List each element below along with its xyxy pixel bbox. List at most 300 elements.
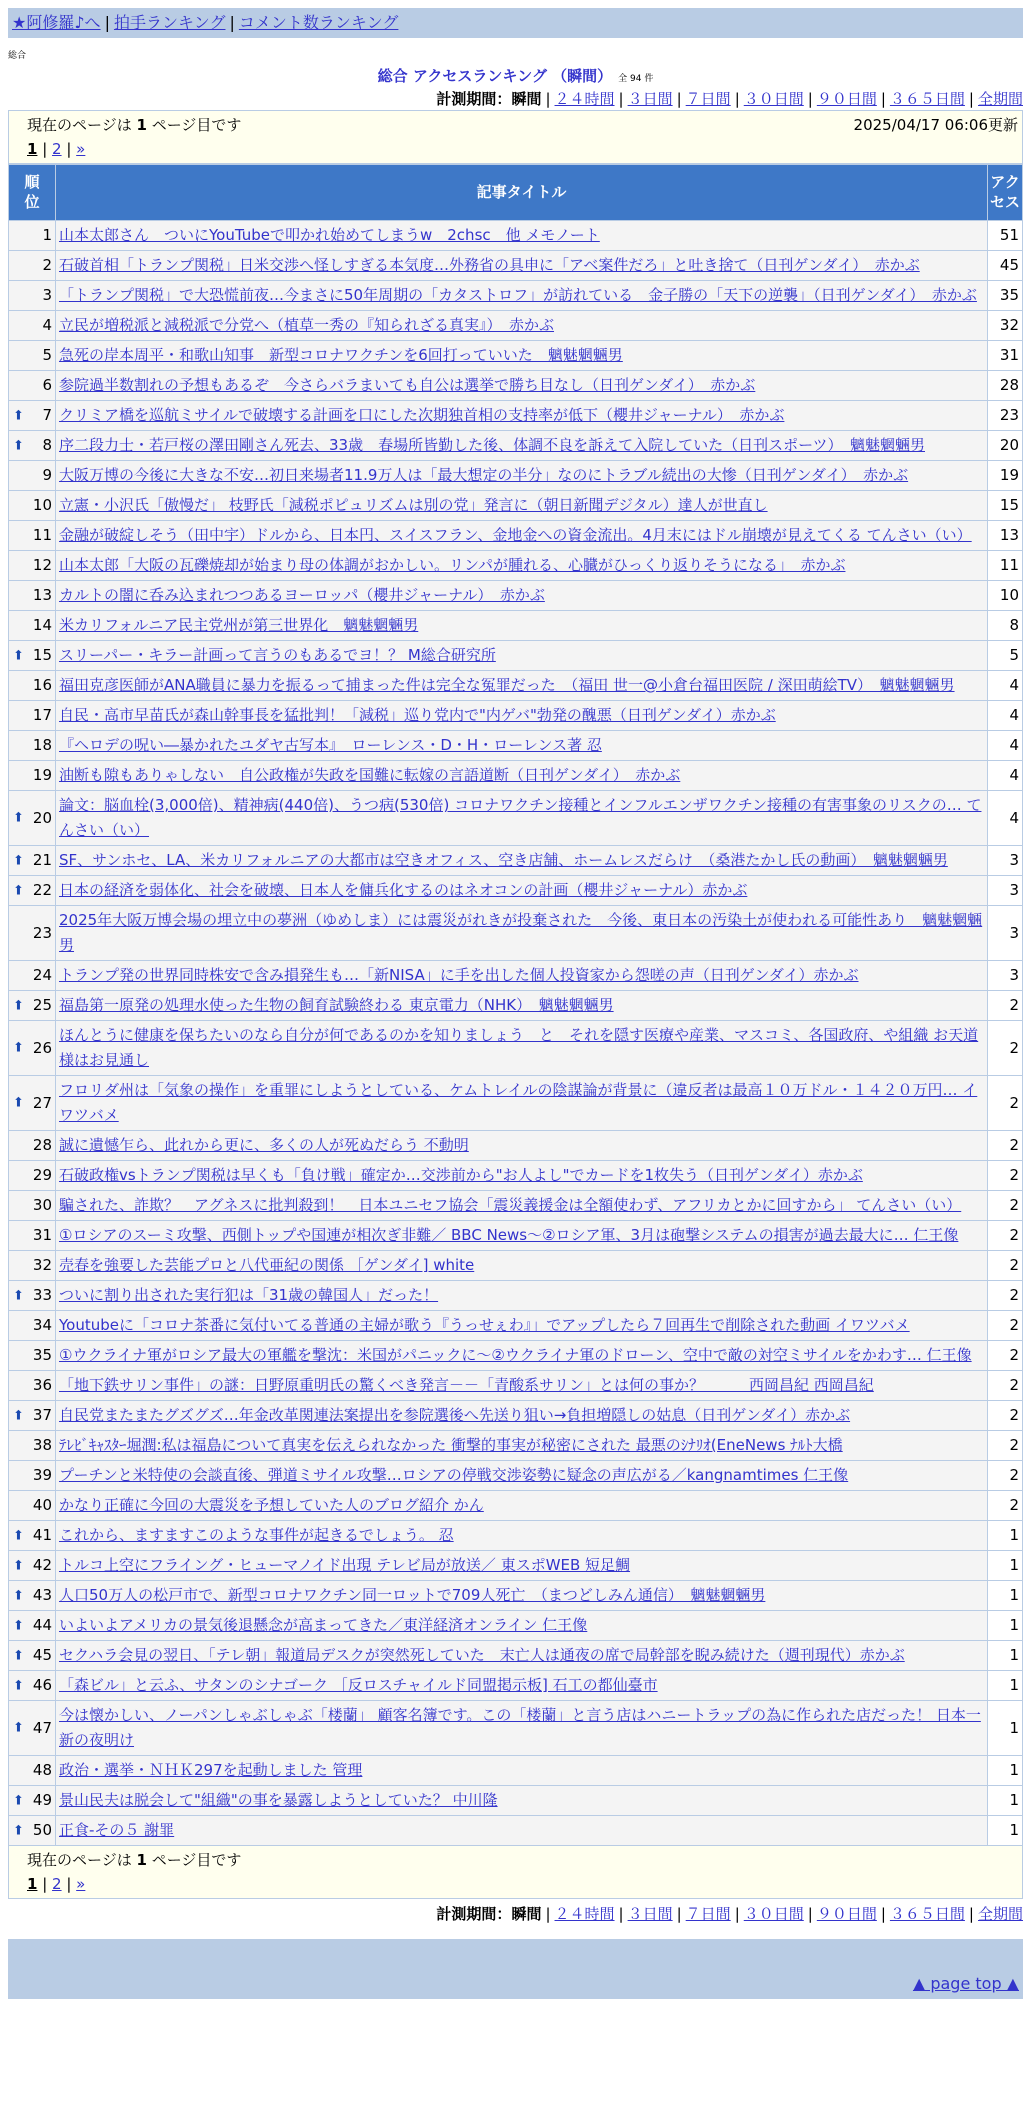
rank-cell	[9, 311, 56, 341]
rank-number: 29	[32, 1166, 52, 1184]
title-cell	[56, 611, 988, 641]
access-count: 4	[988, 671, 1023, 701]
rank-number: 31	[32, 1226, 52, 1244]
table-row	[9, 1131, 1023, 1161]
article-link[interactable]: ①ロシアのスーミ攻撃、西側トップや国連が相次ぎ非難／ BBC News〜②ロシア軍、3月は砲撃システムの損害が過去最大に… 仁王像	[59, 1226, 959, 1244]
title-cell	[56, 1641, 988, 1671]
article-link[interactable]: 正食-その５ 謝罪	[59, 1821, 175, 1839]
period-link-5[interactable]: ３６５日間	[889, 90, 965, 108]
table-header-row	[9, 165, 1023, 221]
title-cell	[56, 1311, 988, 1341]
period-selector-bottom	[8, 1903, 1023, 1925]
article-link[interactable]: かなり正確に今回の大震災を予想していた人のブログ紹介 かん	[59, 1496, 484, 1514]
access-count: 31	[988, 341, 1023, 371]
genre-label: 総合	[8, 51, 27, 61]
table-row	[9, 761, 1023, 791]
access-count: 1	[988, 1521, 1023, 1551]
table-row	[9, 491, 1023, 521]
rank-cell	[9, 1431, 56, 1461]
rank-cell	[9, 906, 56, 961]
rank-cell	[9, 1251, 56, 1281]
period-link-2[interactable]: ７日間	[685, 90, 731, 108]
rank-cell	[9, 961, 56, 991]
title-cell	[56, 1341, 988, 1371]
total-count: 全 94 件	[618, 74, 654, 84]
access-count: 2	[988, 1341, 1023, 1371]
title-cell	[56, 311, 988, 341]
pager-separator: |	[37, 140, 53, 158]
rank-cell	[9, 1131, 56, 1161]
article-link[interactable]: スリーパー・キラー計画って言うのもあるでヨ！？ M総合研究所	[59, 646, 496, 664]
article-link[interactable]: 山本太郎「大阪の瓦礫焼却が始まり母の体調がおかしい。リンパが腫れる、心臓がひっくり返りそうになる」 赤かぶ	[59, 556, 846, 574]
article-link[interactable]: 立民が増税派と減税派で分党へ（植草一秀の『知られざる真実』） 赤かぶ	[59, 316, 555, 334]
table-row	[9, 431, 1023, 461]
access-count: 13	[988, 521, 1023, 551]
period-link-5[interactable]: ３６５日間	[889, 1905, 965, 1923]
page-link-2[interactable]: 2	[52, 1875, 62, 1893]
access-count: 11	[988, 551, 1023, 581]
page-link-current[interactable]: 1	[27, 140, 38, 158]
rank-number: 43	[32, 1586, 52, 1604]
article-link[interactable]: 「トランプ関税」で大恐慌前夜…今まさに50年周期の「カタストロフ」が訪れている 金子勝の「天下の逆襲」（日刊ゲンダイ） 赤かぶ	[59, 286, 977, 304]
rank-number: 20	[32, 808, 52, 827]
article-link[interactable]: 誠に遺憾乍ら、此れから更に、多くの人が死ぬだらう 不動明	[59, 1136, 469, 1154]
article-link[interactable]: 日本の経済を弱体化、社会を破壊、日本人を傭兵化するのはネオコンの計画（櫻井ジャーナル）赤かぶ	[59, 881, 748, 899]
access-count: 28	[988, 371, 1023, 401]
article-link[interactable]: 大阪万博の今後に大きな不安…初日来場者11.9万人は「最大想定の半分」なのにトラブル続出の大惨（日刊ゲンダイ） 赤かぶ	[59, 466, 909, 484]
table-row	[9, 961, 1023, 991]
article-link[interactable]: 騙された、詐欺？ アグネスに批判殺到！ 日本ユニセフ協会「震災義援金は全額使わず、アフリカとかに回すから」 てんさい（い）	[59, 1196, 962, 1214]
period-link-3[interactable]: ３０日間	[743, 1905, 804, 1923]
rank-number: 42	[32, 1556, 52, 1574]
access-count: 2	[988, 1281, 1023, 1311]
arrow-up-icon: ⬆	[13, 1588, 24, 1603]
access-count: 2	[988, 1431, 1023, 1461]
access-count: 1	[988, 1701, 1023, 1756]
page-link-2[interactable]: 2	[52, 140, 62, 158]
access-count: 32	[988, 311, 1023, 341]
rank-cell	[9, 611, 56, 641]
table-row	[9, 1251, 1023, 1281]
rank-number: 46	[32, 1676, 52, 1694]
table-row	[9, 311, 1023, 341]
rank-cell	[9, 1191, 56, 1221]
article-link[interactable]: フロリダ州は「気象の操作」を重罪にしようとしている、ケムトレイルの陰謀論が背景に（違反者は最高１０万ドル・１４２０万円… イワツバメ	[59, 1081, 978, 1124]
access-count: 4	[988, 791, 1023, 846]
title-cell	[56, 1401, 988, 1431]
access-count: 1	[988, 1671, 1023, 1701]
table-row	[9, 1341, 1023, 1371]
article-link[interactable]: いよいよアメリカの景気後退懸念が高まってきた／東洋経済オンライン 仁王像	[59, 1616, 588, 1634]
rank-cell	[9, 1611, 56, 1641]
table-row	[9, 1076, 1023, 1131]
page-info-box	[8, 110, 1023, 164]
period-current: 瞬間	[511, 90, 542, 108]
footer-bar	[8, 1939, 1023, 1999]
title-cell	[56, 491, 988, 521]
article-link[interactable]: これから、ますますこのような事件が起きるでしょう。 忍	[59, 1526, 454, 1544]
title-cell	[56, 1461, 988, 1491]
arrow-up-icon: ⬆	[13, 1720, 24, 1736]
access-count: 1	[988, 1816, 1023, 1846]
article-link[interactable]: 自民・高市早苗氏が森山幹事長を猛批判！「減税」巡り党内で"内ゲバ"勃発の醜悪（日刊ゲンダイ）赤かぶ	[59, 706, 776, 724]
period-link-6[interactable]: 全期間	[977, 90, 1023, 108]
rank-number: 41	[32, 1526, 52, 1544]
arrow-up-icon: ⬆	[13, 1095, 24, 1111]
title-cell	[56, 961, 988, 991]
title-cell	[56, 281, 988, 311]
title-cell	[56, 731, 988, 761]
title-cell	[56, 1371, 988, 1401]
rank-number: 34	[32, 1316, 52, 1334]
arrow-up-icon: ⬆	[13, 1823, 24, 1838]
table-row	[9, 991, 1023, 1021]
access-count: 3	[988, 906, 1023, 961]
article-link[interactable]: SF、サンホセ、LA、米カリフォルニアの大都市は空きオフィス、空き店舗、ホームレスだらけ （桑港たかし氏の動画） 魑魅魍魎男	[59, 851, 948, 869]
pager-separator: |	[61, 1875, 77, 1893]
rank-cell	[9, 371, 56, 401]
article-link[interactable]: ①ウクライナ軍がロシア最大の軍艦を撃沈：米国がパニックに〜②ウクライナ軍のドローン、空中で敵の対空ミサイルをかわす… 仁王像	[59, 1346, 972, 1364]
rank-number: 19	[32, 766, 52, 784]
rank-number: 39	[32, 1466, 52, 1484]
title-cell	[56, 791, 988, 846]
access-count: 4	[988, 731, 1023, 761]
period-separator: |	[807, 90, 813, 108]
title-cell	[56, 521, 988, 551]
rank-number: 49	[32, 1791, 52, 1809]
rank-number: 22	[32, 881, 52, 899]
period-link-4[interactable]: ９０日間	[816, 90, 877, 108]
table-row	[9, 791, 1023, 846]
rank-cell	[9, 1341, 56, 1371]
access-count: 2	[988, 1251, 1023, 1281]
title-cell	[56, 551, 988, 581]
access-count: 45	[988, 251, 1023, 281]
pagination	[27, 137, 1018, 161]
title-cell	[56, 221, 988, 251]
rank-cell	[9, 521, 56, 551]
article-link[interactable]: 「地下鉄サリン事件」の謎：日野原重明氏の驚くべき発言－－「青酸系サリン」とは何の事か？ 西岡昌紀 西岡昌紀	[59, 1376, 874, 1394]
table-row	[9, 1581, 1023, 1611]
rank-cell	[9, 846, 56, 876]
period-label: 計測期間：	[436, 90, 512, 108]
rank-number: 8	[42, 436, 52, 454]
access-count: 19	[988, 461, 1023, 491]
table-row	[9, 1701, 1023, 1756]
table-row	[9, 1281, 1023, 1311]
page-link-current[interactable]: 1	[27, 1875, 38, 1893]
rank-number: 10	[32, 496, 52, 514]
page-link-»[interactable]: »	[76, 140, 86, 158]
access-count: 15	[988, 491, 1023, 521]
rank-number: 17	[32, 706, 52, 724]
rank-number: 40	[32, 1496, 52, 1514]
period-separator: |	[968, 90, 974, 108]
access-count: 2	[988, 1491, 1023, 1521]
title-cell	[56, 431, 988, 461]
table-row	[9, 521, 1023, 551]
access-count: 51	[988, 221, 1023, 251]
arrow-up-icon: ⬆	[13, 1678, 24, 1693]
table-row	[9, 371, 1023, 401]
article-link[interactable]: 売春を強要した芸能プロと八代亜紀の関係 ［ゲンダイ] white	[59, 1256, 475, 1274]
rank-cell	[9, 1551, 56, 1581]
article-link[interactable]: 序二段力士・若戸桜の澤田剛さん死去、33歳 春場所皆勤した後、体調不良を訴えて入院していた（日刊スポーツ） 魑魅魍魎男	[59, 436, 925, 454]
rank-cell	[9, 281, 56, 311]
access-count: 35	[988, 281, 1023, 311]
nav-separator: |	[229, 13, 235, 32]
table-row	[9, 1461, 1023, 1491]
title-cell	[56, 761, 988, 791]
pager-separator: |	[37, 1875, 53, 1893]
title-cell	[56, 1671, 988, 1701]
rank-number: 47	[32, 1718, 52, 1737]
access-count: 1	[988, 1581, 1023, 1611]
article-link[interactable]: トルコ上空にフライング・ヒューマノイド出現 テレビ局が放送／ 東スポWEB 短足鯛	[59, 1556, 631, 1574]
article-link[interactable]: 油断も隙もありゃしない 自公政権が失政を国難に転嫁の言語道断（日刊ゲンダイ） 赤かぶ	[59, 766, 681, 784]
clap-ranking-link[interactable]: 拍手ランキング	[113, 13, 226, 32]
title-cell	[56, 1431, 988, 1461]
article-link[interactable]: ついに割り出された実行犯は「31歳の韓国人」だった！	[59, 1286, 439, 1304]
table-row	[9, 401, 1023, 431]
table-row	[9, 1641, 1023, 1671]
arrow-up-icon: ⬆	[13, 1558, 24, 1573]
rank-cell	[9, 1021, 56, 1076]
rank-cell	[9, 461, 56, 491]
period-separator: |	[880, 1905, 886, 1923]
article-link[interactable]: Youtubeに「コロナ茶番に気付いてる普通の主婦が歌う『うっせぇわ』」でアップしたら７回再生で削除された動画 イワツバメ	[59, 1316, 910, 1334]
access-count: 1	[988, 1611, 1023, 1641]
article-link[interactable]: 「森ビル」と云ふ、サタンのシナゴーク ［反ロスチャイルド同盟掲示板] 石工の都仙臺市	[59, 1676, 658, 1694]
article-link[interactable]: 自民党またまたグズグズ…年金改革関連法案提出を参院選後へ先送り狙い→負担増隠しの姑息（日刊ゲンダイ）赤かぶ	[59, 1406, 851, 1424]
article-link[interactable]: 景山民夫は脱会して"組織"の事を暴露しようとしていた？ 中川隆	[59, 1791, 498, 1809]
title-cell	[56, 671, 988, 701]
period-link-4[interactable]: ９０日間	[816, 1905, 877, 1923]
article-link[interactable]: 論文：脳血栓(3,000倍)、精神病(440倍)、うつ病(530倍) コロナワクチン接種とインフルエンザワクチン接種の有害事象のリスクの… てんさい（い）	[59, 796, 982, 839]
top-nav-bar	[8, 8, 1023, 38]
access-count: 2	[988, 1461, 1023, 1491]
access-count: 2	[988, 1371, 1023, 1401]
article-link[interactable]: 石破首相「トランプ関税」日米交渉へ怪しすぎる本気度…外務省の具申に「アベ案件だろ」と吐き捨て（日刊ゲンダイ） 赤かぶ	[59, 256, 920, 274]
page-info-box-bottom	[8, 1846, 1023, 1899]
rank-cell	[9, 641, 56, 671]
title-cell	[56, 1551, 988, 1581]
title-cell	[56, 1611, 988, 1641]
table-row	[9, 671, 1023, 701]
title-cell	[56, 641, 988, 671]
access-count: 2	[988, 1311, 1023, 1341]
table-row	[9, 1191, 1023, 1221]
title-cell	[56, 701, 988, 731]
rank-number: 27	[32, 1093, 52, 1112]
period-current: 瞬間	[511, 1905, 542, 1923]
pager-separator: |	[61, 140, 77, 158]
arrow-up-icon: ⬆	[13, 1040, 24, 1056]
arrow-up-icon: ⬆	[13, 648, 24, 663]
article-link[interactable]: クリミア橋を巡航ミサイルで破壊する計画を口にした次期独首相の支持率が低下（櫻井ジャーナル） 赤かぶ	[59, 406, 785, 424]
rank-number: 36	[32, 1376, 52, 1394]
period-link-6[interactable]: 全期間	[977, 1905, 1023, 1923]
article-link[interactable]: トランプ発の世界同時株安で含み損発生も…「新NISA」に手を出した個人投資家から怨嗟の声（日刊ゲンダイ）赤かぶ	[59, 966, 859, 984]
rank-cell	[9, 1076, 56, 1131]
access-count: 23	[988, 401, 1023, 431]
rank-cell	[9, 671, 56, 701]
access-count: 3	[988, 961, 1023, 991]
article-link[interactable]: 福田克彦医師がANA職員に暴力を振るって捕まった件は完全な冤罪だった （福田 世一@小倉台福田医院 / 深田萌絵TV） 魑魅魍魎男	[59, 676, 955, 694]
period-separator: |	[618, 90, 624, 108]
period-separator: |	[545, 90, 551, 108]
title-cell	[56, 906, 988, 961]
table-row	[9, 906, 1023, 961]
rank-number: 32	[32, 1256, 52, 1274]
period-link-3[interactable]: ３０日間	[743, 90, 804, 108]
period-separator: |	[676, 1905, 682, 1923]
table-row	[9, 1161, 1023, 1191]
period-link-1[interactable]: ３日間	[627, 90, 673, 108]
period-link-0[interactable]: ２４時間	[554, 1905, 615, 1923]
access-count: 2	[988, 1191, 1023, 1221]
table-row	[9, 251, 1023, 281]
rank-number: 26	[32, 1038, 52, 1057]
table-row	[9, 1611, 1023, 1641]
article-link[interactable]: 石破政権vsトランプ関税は早くも「負け戦」確定か…交渉前から"お人よし"でカードを1枚失う（日刊ゲンダイ）赤かぶ	[59, 1166, 863, 1184]
table-row	[9, 1221, 1023, 1251]
rank-header: 順 位	[9, 165, 56, 221]
period-label: 計測期間：	[436, 1905, 512, 1923]
period-separator: |	[618, 1905, 624, 1923]
title-cell	[56, 1221, 988, 1251]
title-cell	[56, 1161, 988, 1191]
title-cell	[56, 1521, 988, 1551]
title-cell	[56, 371, 988, 401]
article-link[interactable]: 山本太郎さん ついにYouTubeで叩かれ始めてしまうw 2chsc 他 メモノート	[59, 226, 600, 244]
table-row	[9, 461, 1023, 491]
article-link[interactable]: セクハラ会見の翌日、「テレ朝」報道局デスクが突然死していた 末亡人は通夜の席で局幹部を睨み続けた（週刊現代）赤かぶ	[59, 1646, 905, 1664]
arrow-up-icon: ⬆	[13, 438, 24, 453]
rank-cell	[9, 1161, 56, 1191]
article-link[interactable]: 立憲・小沢氏「傲慢だ」 枝野氏「減税ポピュリズムは別の党」発言に（朝日新聞デジタル）達人が世直し	[59, 496, 768, 514]
page-link-»[interactable]: »	[76, 1875, 86, 1893]
access-count: 4	[988, 701, 1023, 731]
article-link[interactable]: 政治・選挙・ＮＨＫ297を起動しました 管理	[59, 1761, 363, 1779]
rank-number: 30	[32, 1196, 52, 1214]
rank-number: 38	[32, 1436, 52, 1454]
current-page-text: 現在のページは 1 ページ目です	[27, 1851, 242, 1869]
rank-cell	[9, 1641, 56, 1671]
period-separator: |	[968, 1905, 974, 1923]
access-count: 20	[988, 431, 1023, 461]
ranking-heading	[8, 64, 1023, 88]
article-link[interactable]: 今は懐かしい、ノーパンしゃぶしゃぶ「楼蘭」 顧客名簿です。この「楼蘭」と言う店はハニートラップの為に作られた店だった！ 日本一新の夜明け	[59, 1706, 981, 1749]
article-link[interactable]: 『ヘロデの呪い―暴かれたユダヤ古写本』 ローレンス・D・H・ローレンス著 忍	[59, 736, 602, 754]
rank-number: 24	[32, 966, 52, 984]
access-header: アク セス	[988, 165, 1023, 221]
rank-cell	[9, 1756, 56, 1786]
rank-number: 2	[42, 256, 52, 274]
ranking-title: 総合 アクセスランキング （瞬間）	[377, 67, 613, 85]
rank-cell	[9, 1521, 56, 1551]
title-cell	[56, 991, 988, 1021]
table-row	[9, 731, 1023, 761]
article-link[interactable]: 米カリフォルニア民主党州が第三世界化 魑魅魍魎男	[59, 616, 419, 634]
rank-number: 25	[32, 996, 52, 1014]
period-link-0[interactable]: ２４時間	[554, 90, 615, 108]
article-link[interactable]: プーチンと米特使の会談直後、弾道ミサイル攻撃…ロシアの停戦交渉姿勢に疑念の声広がる／kangnamtimes 仁王像	[59, 1466, 849, 1484]
title-cell	[56, 876, 988, 906]
article-link[interactable]: 急死の岸本周平・和歌山知事 新型コロナワクチンを6回打っていいた 魑魅魍魎男	[59, 346, 623, 364]
access-count: 1	[988, 1641, 1023, 1671]
title-cell	[56, 1491, 988, 1521]
title-cell	[56, 401, 988, 431]
rank-number: 28	[32, 1136, 52, 1154]
rank-cell	[9, 581, 56, 611]
table-row	[9, 701, 1023, 731]
arrow-up-icon: ⬆	[13, 810, 24, 826]
arrow-up-icon: ⬆	[13, 408, 24, 423]
rank-number: 12	[32, 556, 52, 574]
rank-number: 15	[32, 646, 52, 664]
period-link-2[interactable]: ７日間	[685, 1905, 731, 1923]
rank-number: 1	[42, 226, 52, 244]
arrow-up-icon: ⬆	[13, 1648, 24, 1663]
rank-cell	[9, 431, 56, 461]
article-link[interactable]: 福島第一原発の処理水使った生物の飼育試験終わる 東京電力（NHK） 魑魅魍魎男	[59, 996, 614, 1014]
home-link[interactable]: ★阿修羅♪へ	[12, 13, 101, 32]
title-cell	[56, 1581, 988, 1611]
rank-cell	[9, 1401, 56, 1431]
rank-cell	[9, 991, 56, 1021]
comment-ranking-link[interactable]: コメント数ランキング	[238, 13, 399, 32]
title-cell	[56, 461, 988, 491]
table-row	[9, 1786, 1023, 1816]
rank-cell	[9, 551, 56, 581]
table-row	[9, 1371, 1023, 1401]
rank-cell	[9, 1701, 56, 1756]
title-header: 記事タイトル	[56, 165, 988, 221]
period-selector	[8, 88, 1023, 110]
access-count: 4	[988, 761, 1023, 791]
title-cell	[56, 341, 988, 371]
period-link-1[interactable]: ３日間	[627, 1905, 673, 1923]
arrow-up-icon: ⬆	[13, 1793, 24, 1808]
title-cell	[56, 1786, 988, 1816]
table-row	[9, 581, 1023, 611]
title-cell	[56, 1701, 988, 1756]
article-link[interactable]: 人口50万人の松戸市で、新型コロナワクチン同一ロットで709人死亡 （まつどしみん通信） 魑魅魍魎男	[59, 1586, 766, 1604]
article-link[interactable]: カルトの闇に呑み込まれつつあるヨーロッパ（櫻井ジャーナル） 赤かぶ	[59, 586, 545, 604]
title-cell	[56, 1756, 988, 1786]
rank-number: 48	[32, 1761, 52, 1779]
article-link[interactable]: 金融が破綻しそう（田中宇）ドルから、日本円、スイスフラン、金地金への資金流出。4月末にはドル崩壊が見えてくる てんさい（い）	[59, 526, 972, 544]
article-link[interactable]: ほんとうに健康を保ちたいのなら自分が何であるのかを知りましょう と それを隠す医療や産業、マスコミ、各国政府、や組織 お天道様はお見通し	[59, 1026, 979, 1069]
article-link[interactable]: 参院過半数割れの予想もあるぞ 今さらバラまいても自公は選挙で勝ち目なし（日刊ゲンダイ） 赤かぶ	[59, 376, 756, 394]
title-cell	[56, 1076, 988, 1131]
article-link[interactable]: 2025年大阪万博会場の埋立中の夢洲（ゆめしま）には震災がれきが投棄された 今後、東日本の汚染土が使われる可能性あり 魑魅魍魎男	[59, 911, 983, 954]
access-count: 3	[988, 876, 1023, 906]
nav-separator: |	[104, 13, 110, 32]
table-row	[9, 1551, 1023, 1581]
rank-cell	[9, 1581, 56, 1611]
access-count: 2	[988, 1401, 1023, 1431]
access-count: 1	[988, 1786, 1023, 1816]
ranking-table	[8, 164, 1023, 1846]
table-row	[9, 876, 1023, 906]
rank-number: 35	[32, 1346, 52, 1364]
article-link[interactable]: ﾃﾚﾋﾞｷｬｽﾀｰ堀潤:私は福島について真実を伝えられなかった 衝撃的事実が秘密にされた 最悪のｼﾅﾘｵ(EneNews ﾅﾙﾄ大橋	[59, 1436, 843, 1454]
arrow-up-icon: ⬆	[13, 883, 24, 898]
title-cell	[56, 251, 988, 281]
page-top-link[interactable]: ▲ page top ▲	[912, 1974, 1019, 1993]
